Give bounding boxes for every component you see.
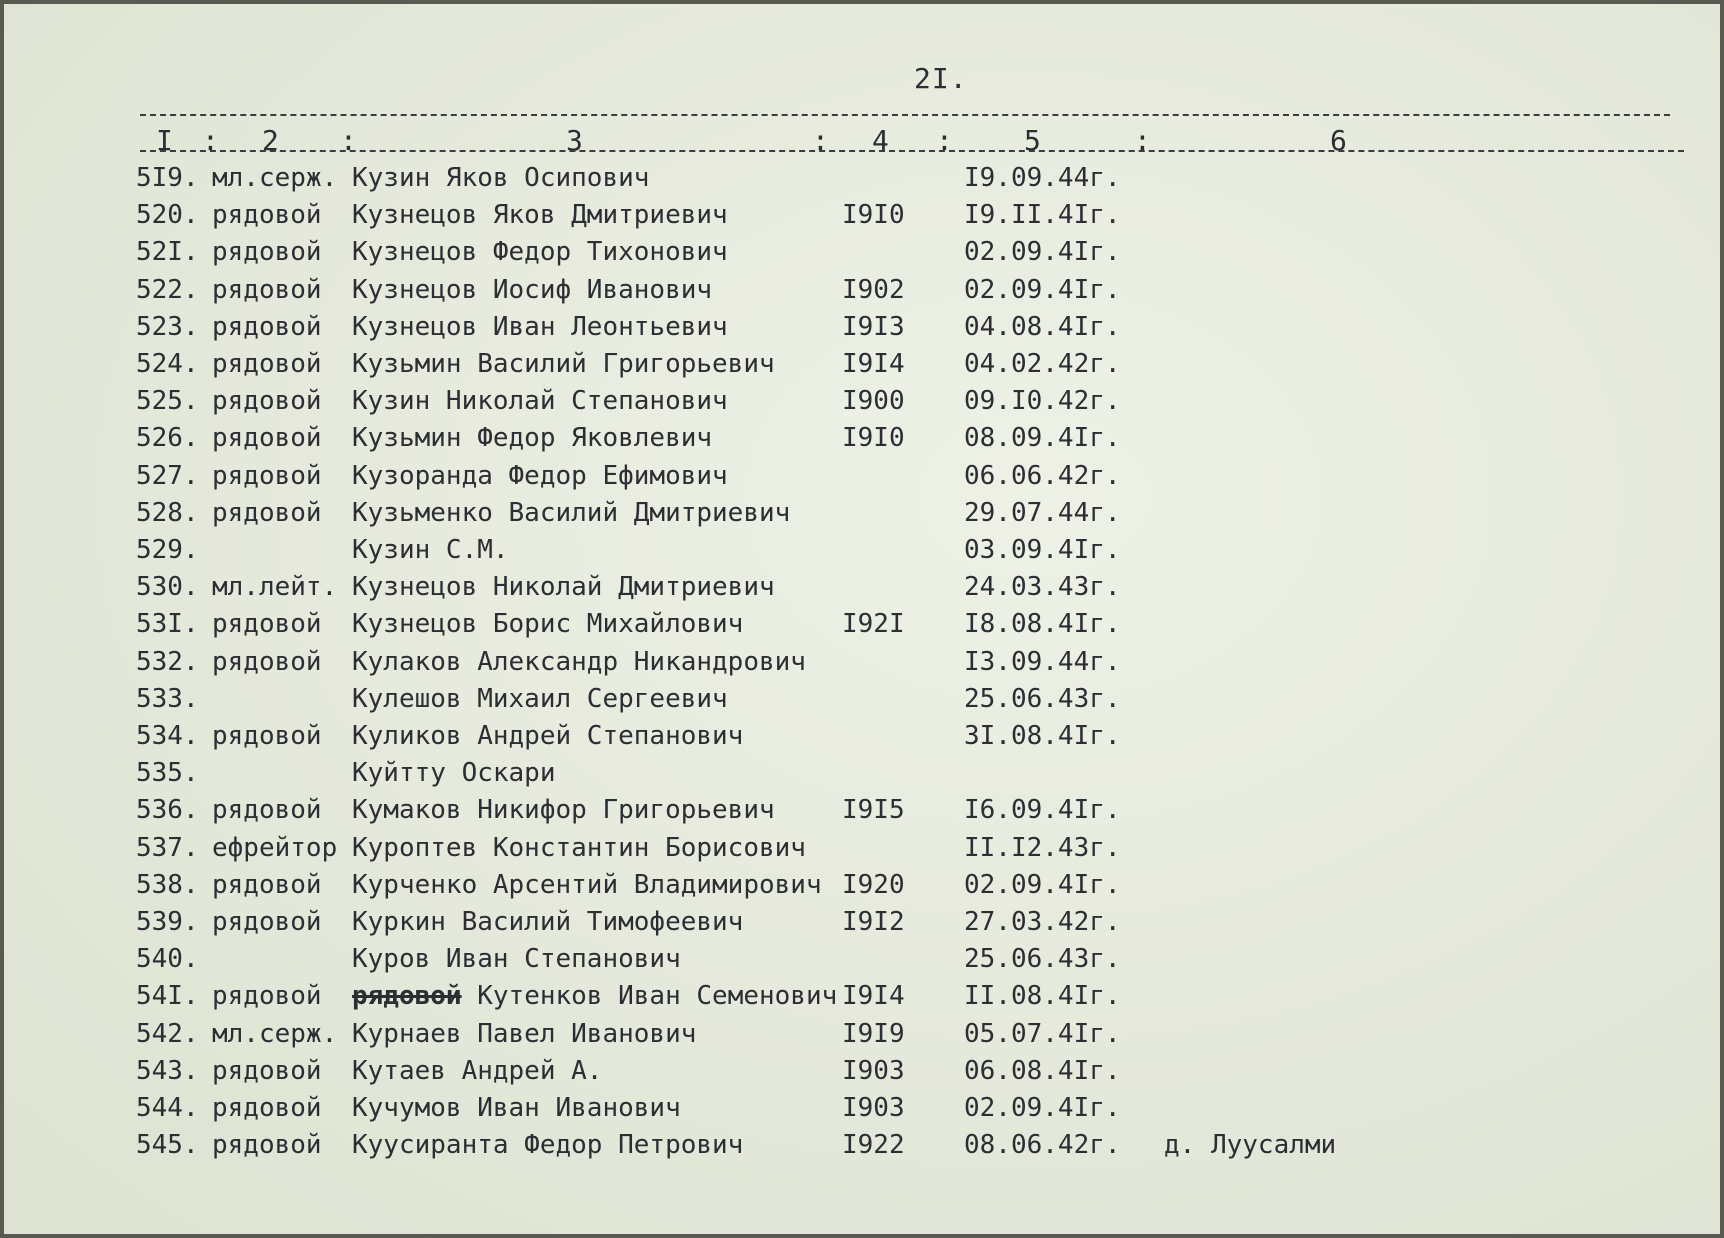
row-number: 532. [136, 646, 199, 677]
row-rank: рядовой [212, 869, 322, 900]
row-birth-year: I9I4 [842, 349, 905, 379]
row-birth-year: I9I3 [842, 311, 905, 342]
column-header-6: 6 [1330, 124, 1347, 157]
row-name: Кузьменко Василий Дмитриевич [352, 497, 791, 528]
table-row [4, 160, 1720, 196]
column-header-5: 5 [1024, 124, 1041, 157]
table-row [4, 346, 1720, 382]
row-number: 536. [136, 795, 199, 826]
table-row [4, 792, 1720, 828]
row-number: 544. [136, 1093, 199, 1123]
row-birth-year: I9I0 [842, 423, 905, 454]
row-rank: рядовой [212, 386, 322, 417]
row-number: 52I. [136, 237, 199, 268]
row-name: Кучумов Иван Иванович [352, 1093, 681, 1123]
row-name: Кузин Николай Степанович [352, 386, 728, 417]
row-name: Кузин Яков Осипович [352, 163, 650, 193]
row-name: Куроптев Константин Борисович [352, 832, 806, 863]
column-separator: : [1134, 124, 1151, 157]
row-date: 08.09.4Iг. [964, 423, 1121, 454]
row-name: Кулаков Александр Никандрович [352, 646, 806, 677]
row-date: I3.09.44г. [964, 646, 1121, 677]
table-row [4, 1127, 1720, 1163]
table-row [4, 234, 1720, 270]
row-name: Куйтту Оскари [352, 758, 556, 789]
row-rank: рядовой [212, 795, 322, 826]
row-name: Кузоранда Федор Ефимович [352, 460, 728, 491]
row-number: 54I. [136, 981, 199, 1012]
row-name: Кулешов Михаил Сергеевич [352, 683, 728, 714]
row-number: 524. [136, 349, 199, 379]
row-date: 02.09.4Iг. [964, 1093, 1121, 1123]
row-date: I8.08.4Iг. [964, 609, 1121, 640]
row-name: Кузнецов Иосиф Иванович [352, 274, 713, 305]
row-number: 533. [136, 683, 199, 714]
row-name: Курченко Арсентий Владимирович [352, 869, 822, 900]
row-name: Куликов Андрей Степанович [352, 721, 744, 751]
row-birth-year: I9I5 [842, 795, 905, 826]
row-rank: рядовой [212, 1093, 322, 1123]
row-name: Кумаков Никифор Григорьевич [352, 795, 775, 826]
row-birth-year: I903 [842, 1093, 905, 1123]
row-birth-year: I922 [842, 1130, 905, 1161]
row-name: Кутаев Андрей А. [352, 1055, 603, 1086]
row-date: I6.09.4Iг. [964, 795, 1121, 826]
row-name: Куусиранта Федор Петрович [352, 1130, 744, 1161]
table-row [4, 755, 1720, 791]
row-name: Куркин Василий Тимофеевич [352, 907, 744, 937]
row-number: 53I. [136, 609, 199, 640]
table-row [4, 458, 1720, 494]
row-rank: рядовой [212, 721, 322, 751]
row-number: 540. [136, 944, 199, 975]
row-rank: мл.серж. [212, 163, 338, 193]
row-date: 02.09.4Iг. [964, 869, 1121, 900]
row-name: Кузин С.М. [352, 535, 509, 565]
table-row [4, 383, 1720, 419]
row-note: д. Луусалми [1164, 1130, 1337, 1161]
row-birth-year: I920 [842, 869, 905, 900]
row-number: 5I9. [136, 163, 199, 193]
table-row [4, 1053, 1720, 1089]
document-page [4, 4, 1720, 1234]
table-row [4, 1016, 1720, 1052]
row-date: 04.02.42г. [964, 349, 1121, 379]
table-row [4, 904, 1720, 940]
row-rank: рядовой [212, 460, 322, 491]
column-header-1: I [156, 124, 173, 157]
row-rank: рядовой [212, 497, 322, 528]
row-number: 520. [136, 200, 199, 231]
row-number: 534. [136, 721, 199, 751]
row-date: II.08.4Iг. [964, 981, 1121, 1012]
row-number: 523. [136, 311, 199, 342]
table-row [4, 569, 1720, 605]
row-number: 539. [136, 907, 199, 937]
row-name: Курнаев Павел Иванович [352, 1018, 697, 1049]
row-name: Куров Иван Степанович [352, 944, 681, 975]
row-birth-year: I92I [842, 609, 905, 640]
column-header-3: 3 [566, 124, 583, 157]
row-number: 542. [136, 1018, 199, 1049]
row-birth-year: I9I2 [842, 907, 905, 937]
row-rank: рядовой [212, 311, 322, 342]
row-date: 02.09.4Iг. [964, 237, 1121, 268]
table-row [4, 495, 1720, 531]
row-name: Кузьмин Василий Григорьевич [352, 349, 775, 379]
column-separator: : [936, 124, 953, 157]
row-date: 29.07.44г. [964, 497, 1121, 528]
column-separator: : [812, 124, 829, 157]
column-separator: : [340, 124, 357, 157]
row-number: 538. [136, 869, 199, 900]
row-date: 09.I0.42г. [964, 386, 1121, 417]
row-number: 537. [136, 832, 199, 863]
table-row [4, 606, 1720, 642]
table-row [4, 532, 1720, 568]
row-rank: рядовой [212, 1130, 322, 1161]
row-number: 522. [136, 274, 199, 305]
column-header-2: 2 [262, 124, 279, 157]
row-number: 528. [136, 497, 199, 528]
column-separator: : [202, 124, 219, 157]
row-name-cell [352, 978, 837, 1014]
row-date: 02.09.4Iг. [964, 274, 1121, 305]
row-rank: мл.лейт. [212, 572, 338, 603]
row-rank: рядовой [212, 200, 322, 231]
row-name: Кузнецов Яков Дмитриевич [352, 200, 728, 231]
row-birth-year: I9I4 [842, 981, 905, 1012]
row-date: 3I.08.4Iг. [964, 721, 1121, 751]
row-rank: рядовой [212, 981, 322, 1012]
row-rank: мл.серж. [212, 1018, 338, 1049]
row-birth-year: I903 [842, 1055, 905, 1086]
row-date: 08.06.42г. [964, 1130, 1121, 1161]
row-birth-year: I900 [842, 386, 905, 417]
row-rank: рядовой [212, 907, 322, 937]
table-row [4, 272, 1720, 308]
row-birth-year: I9I9 [842, 1018, 905, 1049]
row-rank: рядовой [212, 646, 322, 677]
row-number: 535. [136, 758, 199, 789]
row-name: Кузнецов Федор Тихонович [352, 237, 728, 268]
table-row [4, 867, 1720, 903]
row-date: 03.09.4Iг. [964, 535, 1121, 565]
row-birth-year: I9I0 [842, 200, 905, 231]
row-number: 527. [136, 460, 199, 491]
header-top-rule [140, 114, 1670, 116]
row-date: 04.08.4Iг. [964, 311, 1121, 342]
row-rank: рядовой [212, 1055, 322, 1086]
table-row [4, 681, 1720, 717]
row-date: I9.II.4Iг. [964, 200, 1121, 231]
table-row [4, 941, 1720, 977]
row-date: II.I2.43г. [964, 832, 1121, 863]
row-date: 06.06.42г. [964, 460, 1121, 491]
row-date: 06.08.4Iг. [964, 1055, 1121, 1086]
row-date: 27.03.42г. [964, 907, 1121, 937]
table-row [4, 644, 1720, 680]
table-row [4, 420, 1720, 456]
table-row [4, 830, 1720, 866]
row-birth-year: I902 [842, 274, 905, 305]
row-number: 525. [136, 386, 199, 417]
row-number: 545. [136, 1130, 199, 1161]
column-header-4: 4 [872, 124, 889, 157]
row-name: Кутенков Иван Семенович [477, 981, 838, 1012]
table-row [4, 197, 1720, 233]
page-number: 2I. [914, 62, 968, 95]
table-row [4, 718, 1720, 754]
row-name: Кузнецов Николай Дмитриевич [352, 572, 775, 603]
row-date: 05.07.4Iг. [964, 1018, 1121, 1049]
struck-through-text: рядовой [352, 981, 462, 1012]
row-rank: рядовой [212, 609, 322, 640]
row-rank: ефрейтор [212, 832, 338, 863]
row-number: 526. [136, 423, 199, 454]
row-number: 543. [136, 1055, 199, 1086]
header-bottom-rule [140, 150, 1684, 152]
row-date: I9.09.44г. [964, 163, 1121, 193]
row-date: 25.06.43г. [964, 683, 1121, 714]
table-row [4, 309, 1720, 345]
row-name: Кузьмин Федор Яковлевич [352, 423, 713, 454]
row-rank: рядовой [212, 349, 322, 379]
row-name: Кузнецов Иван Леонтьевич [352, 311, 728, 342]
table-row [4, 978, 1720, 1014]
row-name: Кузнецов Борис Михайлович [352, 609, 744, 640]
row-number: 530. [136, 572, 199, 603]
row-rank: рядовой [212, 237, 322, 268]
row-number: 529. [136, 535, 199, 565]
row-date: 25.06.43г. [964, 944, 1121, 975]
row-rank: рядовой [212, 423, 322, 454]
row-date: 24.03.43г. [964, 572, 1121, 603]
table-row [4, 1090, 1720, 1126]
row-rank: рядовой [212, 274, 322, 305]
